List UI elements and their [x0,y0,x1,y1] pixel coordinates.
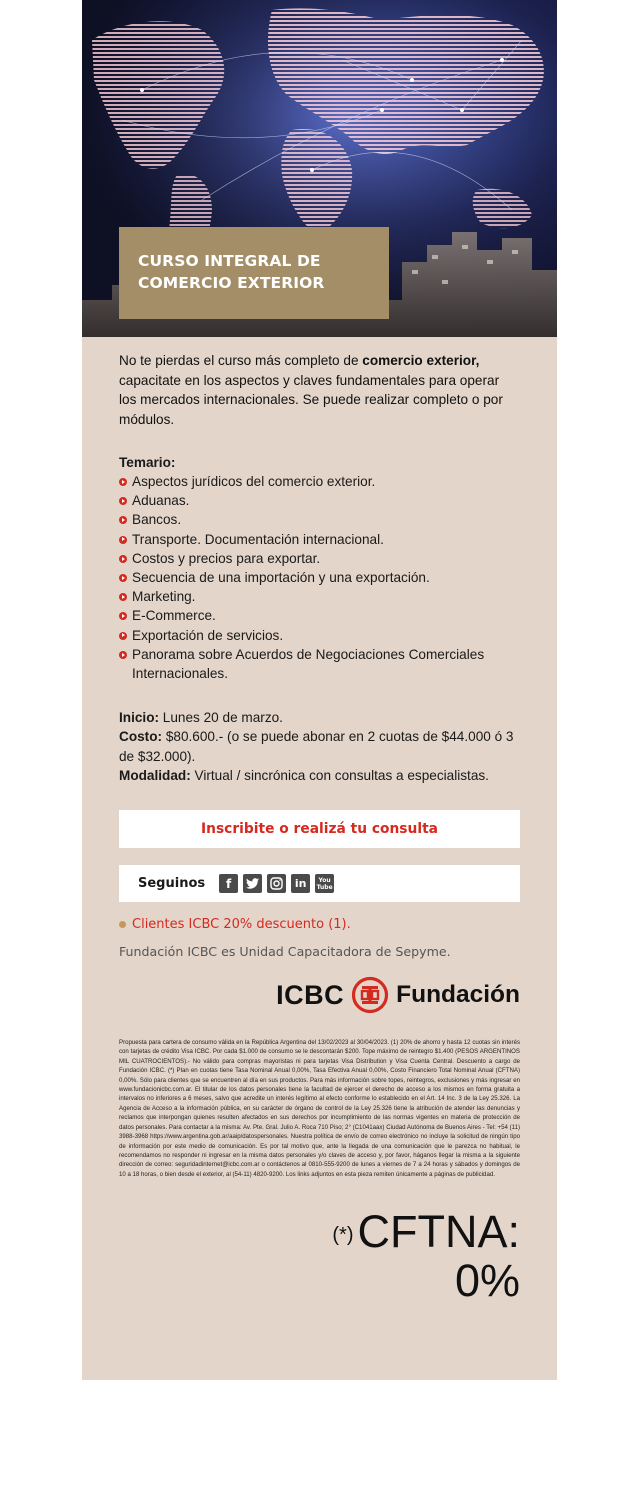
list-item: Marketing. [119,587,520,606]
social-label: Seguinos [138,876,206,892]
cftna-value: 0% [454,1255,520,1307]
cftna-notice [119,1206,520,1307]
modalidad-value: Virtual / sincrónica con consultas a especialistas. [190,767,489,783]
list-item: Aduanas. [119,491,520,510]
bullet-icon [119,651,127,659]
list-item: Aspectos jurídicos del comercio exterior. [119,472,520,491]
modalidad-label: Modalidad: [119,767,191,783]
intro-text-2: capacitate en los aspectos y claves fundamentales para operar los mercados internacionales. Se puede realizar completo o por módulos. [119,372,503,427]
cftna-label: CFTNA: [357,1206,520,1258]
cftna-mark: (*) [332,1224,354,1247]
bullet-icon [119,612,127,620]
logo-fundacion-text: Fundación [396,981,520,1009]
bullet-icon [119,593,127,601]
bullet-icon [119,516,127,524]
inscribite-button-label: Inscribite o realizá tu consulta [201,821,438,838]
intro-paragraph [119,351,520,429]
legal-disclaimer: Propuesta para cartera de consumo válida en la República Argentina del 13/02/2023 al 30/04/2023. (1) 20% de ahorro y hasta 12 cuotas sin interés con tarjetas de crédito Visa ICBC. Por cada $1.000 de consumo se le descontarán $200. Tope máximo de reintegro $1.400 (PESOS ARGENTINOS MIL CUATROCIENTOS).- No válido para compras mayoristas ni para tarjetas Visa Distribution y Visa Cuenta Central. Descuento a cargo de Fundación ICBC. (*) Plan en cuotas tiene Tasa Nominal Anual 0,00%, Tasa Efectiva Anual 0,00%, Costo Financiero Total Nominal Anual (CFTNA) 0,00%. Sólo para clientes que se encuentren al día en sus productos. Para más información sobre topes, reintegros, exclusiones y más ingresar en www.fundacionicbc.com.ar. El titular de los datos personales tiene la facultad de ejercer el derecho de acceso a los mismos en forma gratuita a intervalos no inferiores a 6 meses, salvo que acredite un interés legítimo al efecto conforme lo establecido en el Art. 14 Inc. 3 de la Ley 25.326. La Agencia de Acceso a la información pública, en su carácter de órgano de control de la Ley 25.326 tiene la atribución de atender las denuncias y reclamos que interpongan quienes resulten afectados en sus derechos por incumplimiento de las normas vigentes en materia de protección de datos personales. Para contactar a la misma: Av. Pte. Gral. Julio A. Roca 710 Piso; 2° (C1041aax) Ciudad Autónoma de Buenos Aires - Tel: +54 (11) 3988-3968 https://www.argentina.gob.ar/aaip/datospersonales. Nuestra política de envío de correo electrónico no incluye la solicitud de ningún tipo de información por este medio de comunicación. Es por tal motivo que, ante la llegada de una comunicación que le parezca no habitual, le recomendamos no responder ni ingresar en la misma datos personales y/o claves de acceso y, por favor, háganos llegar la misma a la siguiente dirección de correo: seguridadinternet@icbc.com.ar o contáctenos al 0810-555-9200 de lunes a viernes de 7 a 24 horas y sábados y domingos de 10 a 18 horas, o bien desde el exterior, al (54-11) 4820-9200. Los links adjuntos en esta pieza remiten únicamente a páginas de publicidad. [119,1039,520,1178]
inicio-row [119,708,520,727]
intro-text-1: No te pierdas el curso más completo de [119,353,363,368]
bullet-icon [119,574,127,582]
modalidad-row [119,766,520,785]
list-item: E-Commerce. [119,606,520,625]
cftna-line-1 [119,1206,520,1258]
inscribite-button[interactable] [119,810,520,848]
bullet-icon [119,632,127,640]
icbc-logo-icon [351,976,389,1014]
logo-icbc-text: ICBC [276,979,345,1010]
list-item: Exportación de servicios. [119,626,520,645]
clientes-discount [119,917,520,932]
fundacion-statement: Fundación ICBC es Unidad Capacitadora de Sepyme. [119,944,451,960]
inicio-label: Inicio: [119,710,160,726]
bullet-icon [119,921,126,928]
hero-title-box [119,227,389,319]
costo-row [119,727,520,765]
hero-title [138,250,389,294]
inicio-value: Lunes 20 de marzo. [159,710,283,726]
clientes-text: Clientes ICBC 20% descuento (1). [132,917,351,933]
intro-bold: comercio exterior, [362,353,480,368]
course-details [119,708,520,785]
linkedin-icon[interactable]: in [291,874,310,893]
icbc-fundacion-logo [119,975,520,1015]
hero-title-line-1: CURSO INTEGRAL DE [138,252,321,270]
costo-value: $80.600.- (o se puede abonar en 2 cuotas de $44.000 ó 3 de $32.000). [119,729,514,764]
temario-list [119,472,520,683]
bullet-icon [119,497,127,505]
bullet-icon [119,478,127,486]
hero-banner [82,0,557,337]
instagram-icon[interactable] [267,874,286,893]
hero-title-line-2: COMERCIO EXTERIOR [138,274,325,292]
list-item: Bancos. [119,510,520,529]
bullet-icon [119,555,127,563]
bullet-icon [119,536,127,544]
list-item: Panorama sobre Acuerdos de Negociaciones Comerciales Internacionales. [119,645,520,683]
twitter-icon[interactable] [243,874,262,893]
youtube-icon[interactable]: You Tube [315,874,334,893]
social-bar [119,865,520,902]
list-item: Costos y precios para exportar. [119,549,520,568]
email-container [82,0,557,1380]
list-item: Secuencia de una importación y una exportación. [119,568,520,587]
temario-title: Temario: [119,455,176,470]
facebook-icon[interactable]: f [219,874,238,893]
content-panel [82,337,557,1380]
list-item: Transporte. Documentación internacional. [119,530,520,549]
costo-label: Costo: [119,729,163,745]
